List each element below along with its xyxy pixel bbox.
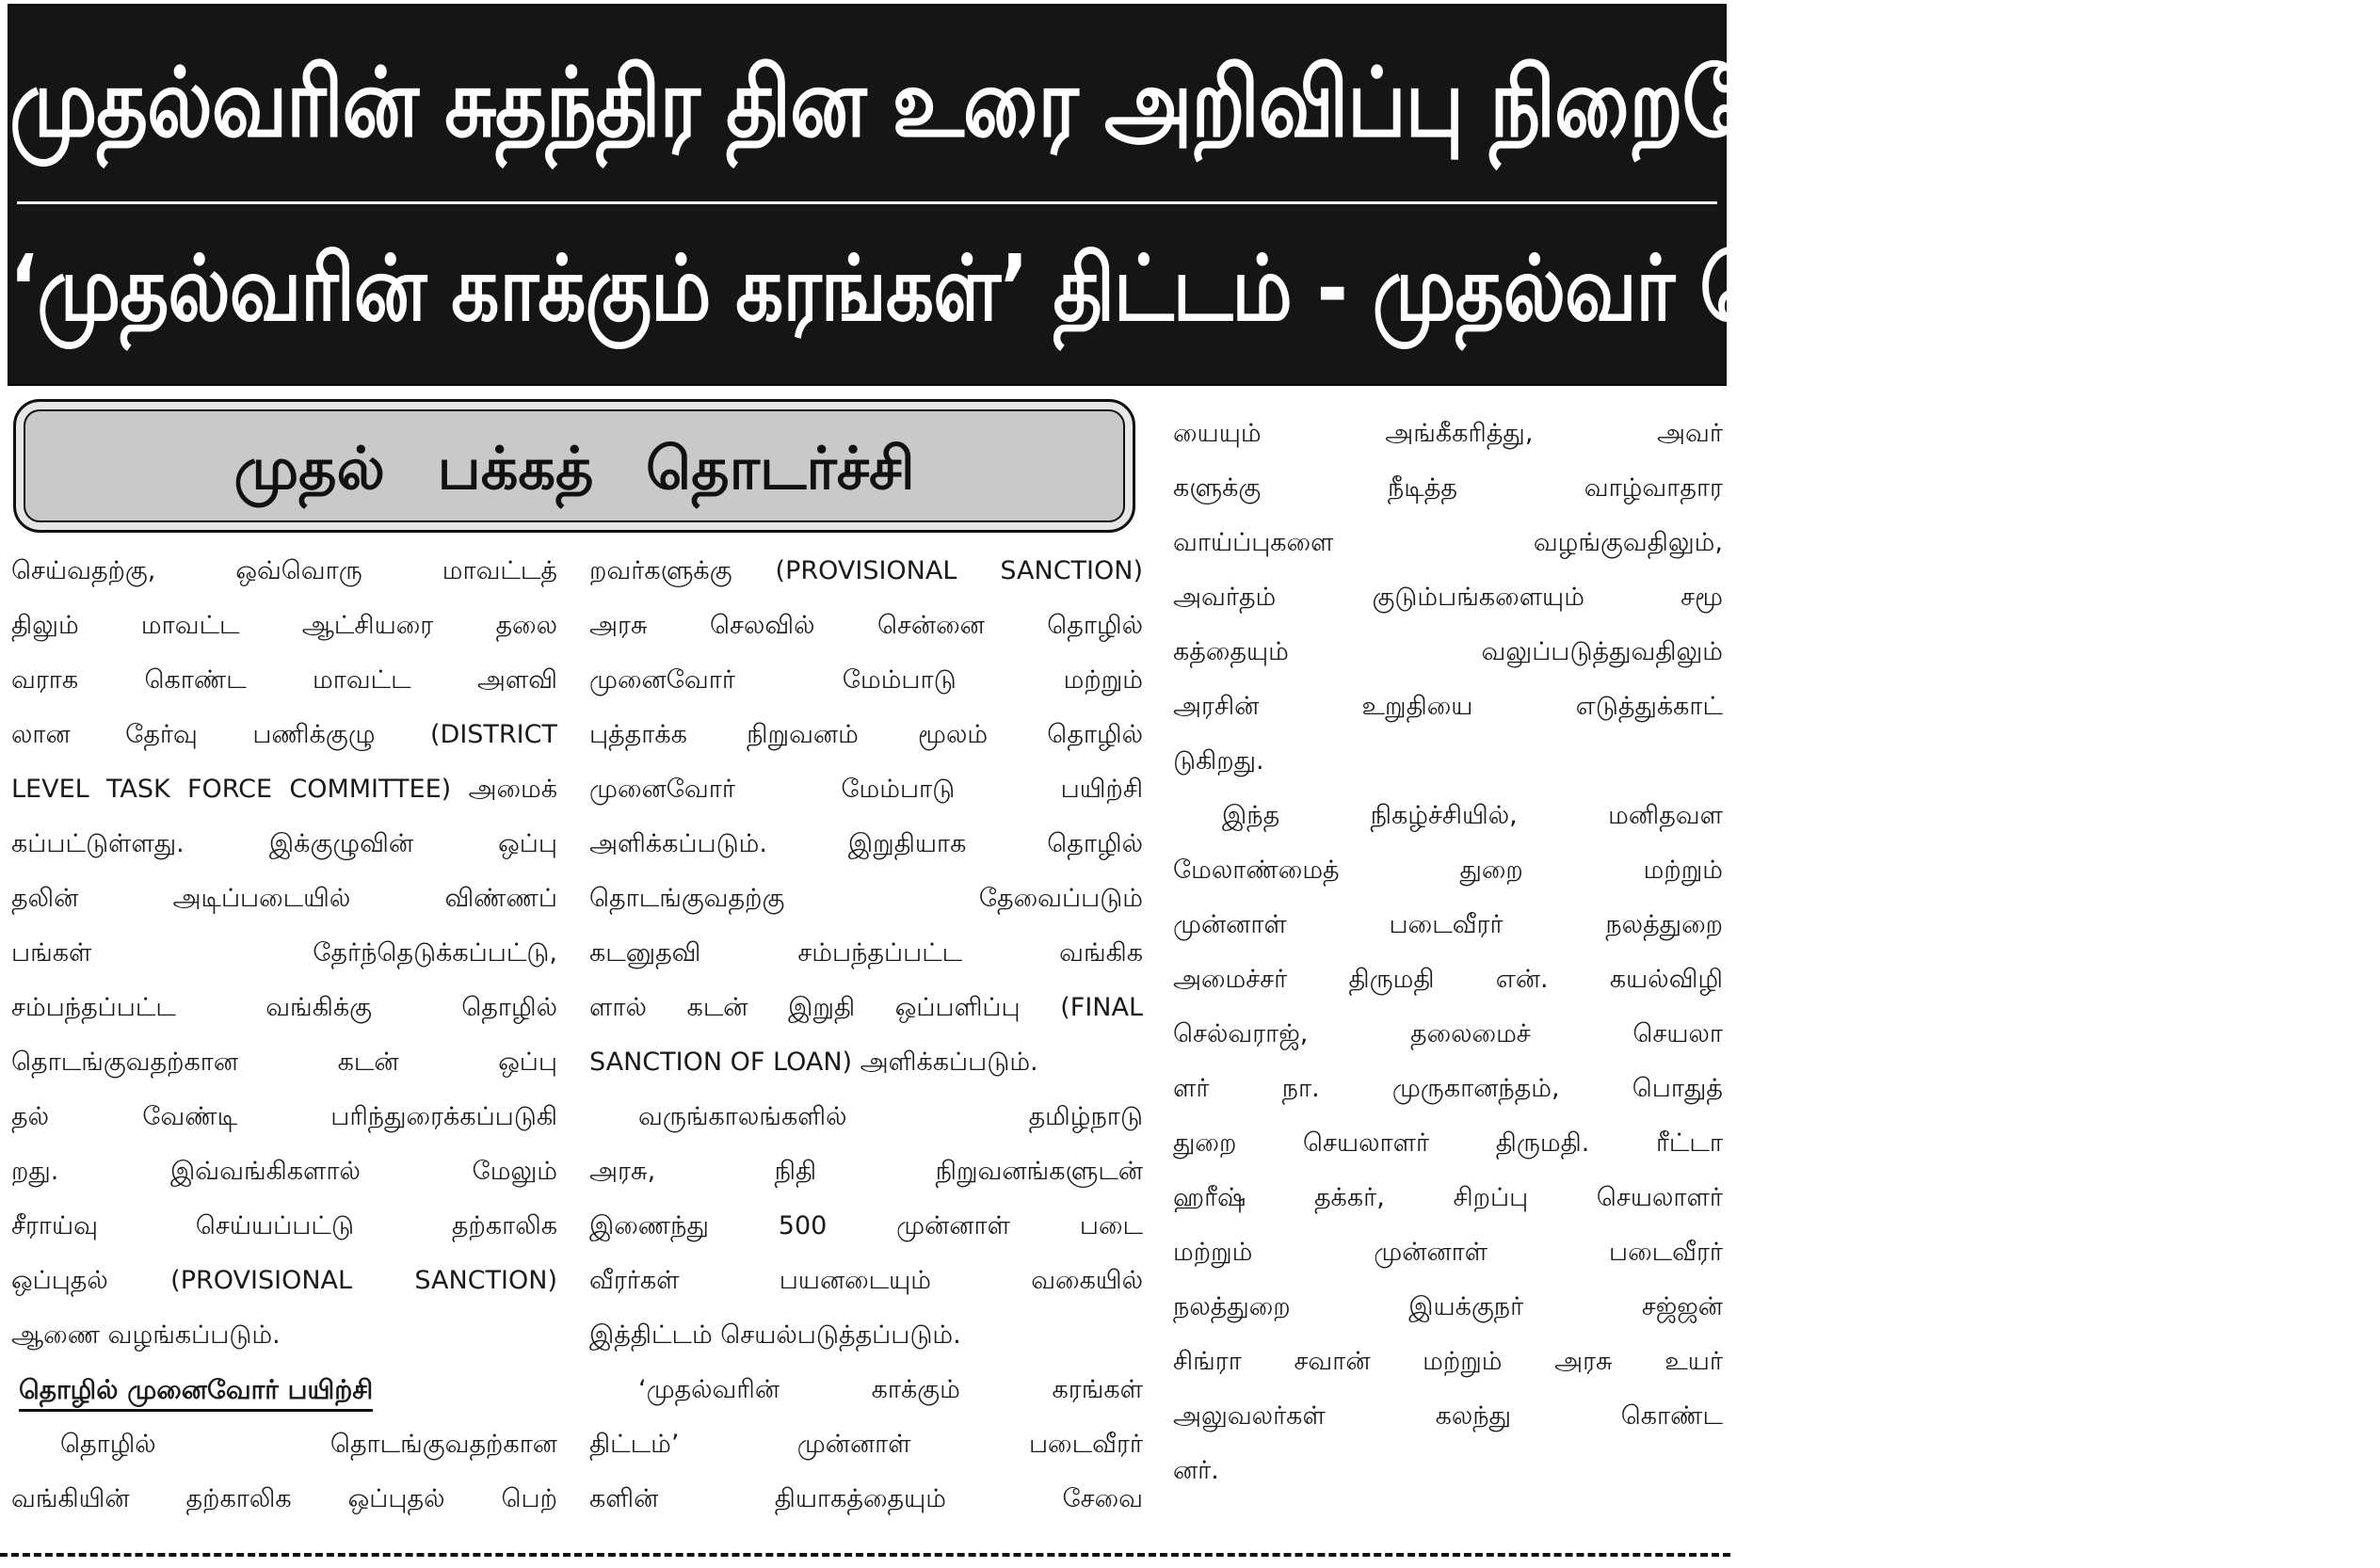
text-line: அமைச்சர் திருமதி என். கயல்விழி bbox=[1173, 965, 1723, 994]
text-line: ஹரீஷ் தக்கர், சிறப்பு செயலாளர் bbox=[1173, 1183, 1723, 1212]
text-line: றது. இவ்வங்கிகளால் மேலும் bbox=[11, 1157, 557, 1186]
text-line: களுக்கு நீடித்த வாழ்வாதார bbox=[1173, 473, 1723, 503]
text-line: அரசு செலவில் சென்னை தொழில் bbox=[589, 611, 1143, 640]
text-line: தல் வேண்டி பரிந்துரைக்கப்படுகி bbox=[11, 1102, 557, 1131]
text-line: வருங்காலங்களில் தமிழ்நாடு bbox=[638, 1102, 1143, 1131]
headline-banner bbox=[8, 4, 2380, 386]
text-line: கப்பட்டுள்ளது. இக்குழுவின் ஒப்பு bbox=[11, 829, 557, 858]
article-column-1 bbox=[11, 544, 557, 1527]
text-line: இத்திட்டம் செயல்படுத்தப்படும். bbox=[589, 1320, 961, 1350]
headline-line-2: ‘முதல்வரின் காக்கும் கரங்கள்’ திட்டம் - முதல்வர் தொடங்கிவைத்தார்! bbox=[9, 235, 2380, 342]
text-line: வராக கொண்ட மாவட்ட அளவி bbox=[11, 665, 557, 695]
subheading bbox=[11, 1363, 557, 1417]
text-line: ளர் நா. முருகானந்தம், பொதுத் bbox=[1173, 1074, 1723, 1103]
text-line: கடனுதவி சம்பந்தப்பட்ட வங்கிக bbox=[589, 938, 1143, 968]
text-line: தொடங்குவதற்கு தேவைப்படும் bbox=[589, 884, 1143, 913]
text-line: யையும் அங்கீகரித்து, அவர் bbox=[1173, 419, 1723, 448]
text-line: னர். bbox=[1173, 1456, 1219, 1485]
text-line: முனைவோர் மேம்பாடு மற்றும் bbox=[589, 665, 1143, 695]
text-line: வங்கியின் தற்காலிக ஒப்புதல் பெற் bbox=[11, 1484, 557, 1513]
text-line: ஆணை வழங்கப்படும். bbox=[11, 1320, 281, 1350]
text-line: இந்த நிகழ்ச்சியில், மனிதவள bbox=[1222, 801, 1723, 830]
text-line: செய்வதற்கு, ஒவ்வொரு மாவட்டத் bbox=[11, 556, 557, 585]
text-line: சிங்ரா சவான் மற்றும் அரசு உயர் bbox=[1173, 1347, 1723, 1376]
text-line: இணைந்து 500 முன்னாள் படை bbox=[589, 1211, 1143, 1240]
text-line: ‘முதல்வரின் காக்கும் கரங்கள் bbox=[638, 1375, 1143, 1404]
text-line: மேலாண்மைத் துறை மற்றும் bbox=[1173, 856, 1723, 885]
text-line: பங்கள் தேர்ந்தெடுக்கப்பட்டு, bbox=[11, 938, 557, 968]
text-line: டுகிறது. bbox=[1173, 746, 1264, 776]
text-line: துறை செயலாளர் திருமதி. ரீட்டா bbox=[1173, 1128, 1723, 1158]
subheading-text: தொழில் முனைவோர் பயிற்சி bbox=[19, 1374, 373, 1412]
text-line: அரசு, நிதி நிறுவனங்களுடன் bbox=[589, 1157, 1143, 1186]
text-line: புத்தாக்க நிறுவனம் மூலம் தொழில் bbox=[589, 720, 1143, 749]
text-line: சம்பந்தப்பட்ட வங்கிக்கு தொழில் bbox=[11, 993, 557, 1022]
text-line: தொடங்குவதற்கான கடன் ஒப்பு bbox=[11, 1048, 557, 1077]
text-line: SANCTION OF LOAN) அளிக்கப்படும். bbox=[589, 1048, 1038, 1077]
text-line: அலுவலர்கள் கலந்து கொண்ட bbox=[1173, 1401, 1723, 1431]
text-line: தலின் அடிப்படையில் விண்ணப் bbox=[11, 884, 557, 913]
text-line: சீராய்வு செய்யப்பட்டு தற்காலிக bbox=[11, 1211, 557, 1240]
text-line: மற்றும் முன்னாள் படைவீரர் bbox=[1173, 1238, 1723, 1267]
text-line: கத்தையும் வலுப்படுத்துவதிலும் bbox=[1173, 637, 1723, 666]
text-line: திட்டம்’ முன்னாள் படைவீரர் bbox=[589, 1430, 1143, 1459]
text-line: செல்வராஜ், தலைமைச் செயலா bbox=[1173, 1019, 1723, 1048]
text-line: ளால் கடன் இறுதி ஒப்பளிப்பு (FINAL bbox=[589, 993, 1143, 1022]
text-line: நலத்துறை இயக்குநர் சஜ்ஜன் bbox=[1173, 1292, 1723, 1321]
text-line: தொழில் தொடங்குவதற்கான bbox=[60, 1430, 557, 1459]
text-line: முன்னாள் படைவீரர் நலத்துறை bbox=[1173, 910, 1723, 939]
article-column-2 bbox=[589, 544, 1143, 1527]
text-line: அவர்தம் குடும்பங்களையும் சமூ bbox=[1173, 583, 1723, 612]
continuation-title: முதல் பக்கத் தொடர்ச்சி bbox=[233, 434, 915, 503]
text-line: வாய்ப்புகளை வழங்குவதிலும், bbox=[1173, 528, 1723, 557]
article-column-3 bbox=[1173, 407, 1723, 1498]
headline-line-1: முதல்வரின் சுதந்திர தின உரை அறிவிப்பு நிறைவேறுகிறது! bbox=[9, 47, 2099, 158]
text-line: ஒப்புதல் (PROVISIONAL SANCTION) bbox=[11, 1266, 557, 1295]
continuation-box bbox=[13, 399, 1135, 533]
text-line: களின் தியாகத்தையும் சேவை bbox=[589, 1484, 1143, 1513]
page-bottom-divider bbox=[0, 1553, 1730, 1557]
text-line: LEVEL TASK FORCE COMMITTEE) அமைக் bbox=[11, 775, 557, 804]
text-line: றவர்களுக்கு (PROVISIONAL SANCTION) bbox=[589, 556, 1143, 585]
text-line: அரசின் உறுதியை எடுத்துக்காட் bbox=[1173, 692, 1723, 721]
text-line: திலும் மாவட்ட ஆட்சியரை தலை bbox=[11, 611, 557, 640]
text-line: வீரர்கள் பயனடையும் வகையில் bbox=[589, 1266, 1143, 1295]
text-line: லான தேர்வு பணிக்குழு (DISTRICT bbox=[11, 720, 557, 749]
text-line: முனைவோர் மேம்பாடு பயிற்சி bbox=[589, 775, 1143, 804]
text-line: அளிக்கப்படும். இறுதியாக தொழில் bbox=[589, 829, 1143, 858]
